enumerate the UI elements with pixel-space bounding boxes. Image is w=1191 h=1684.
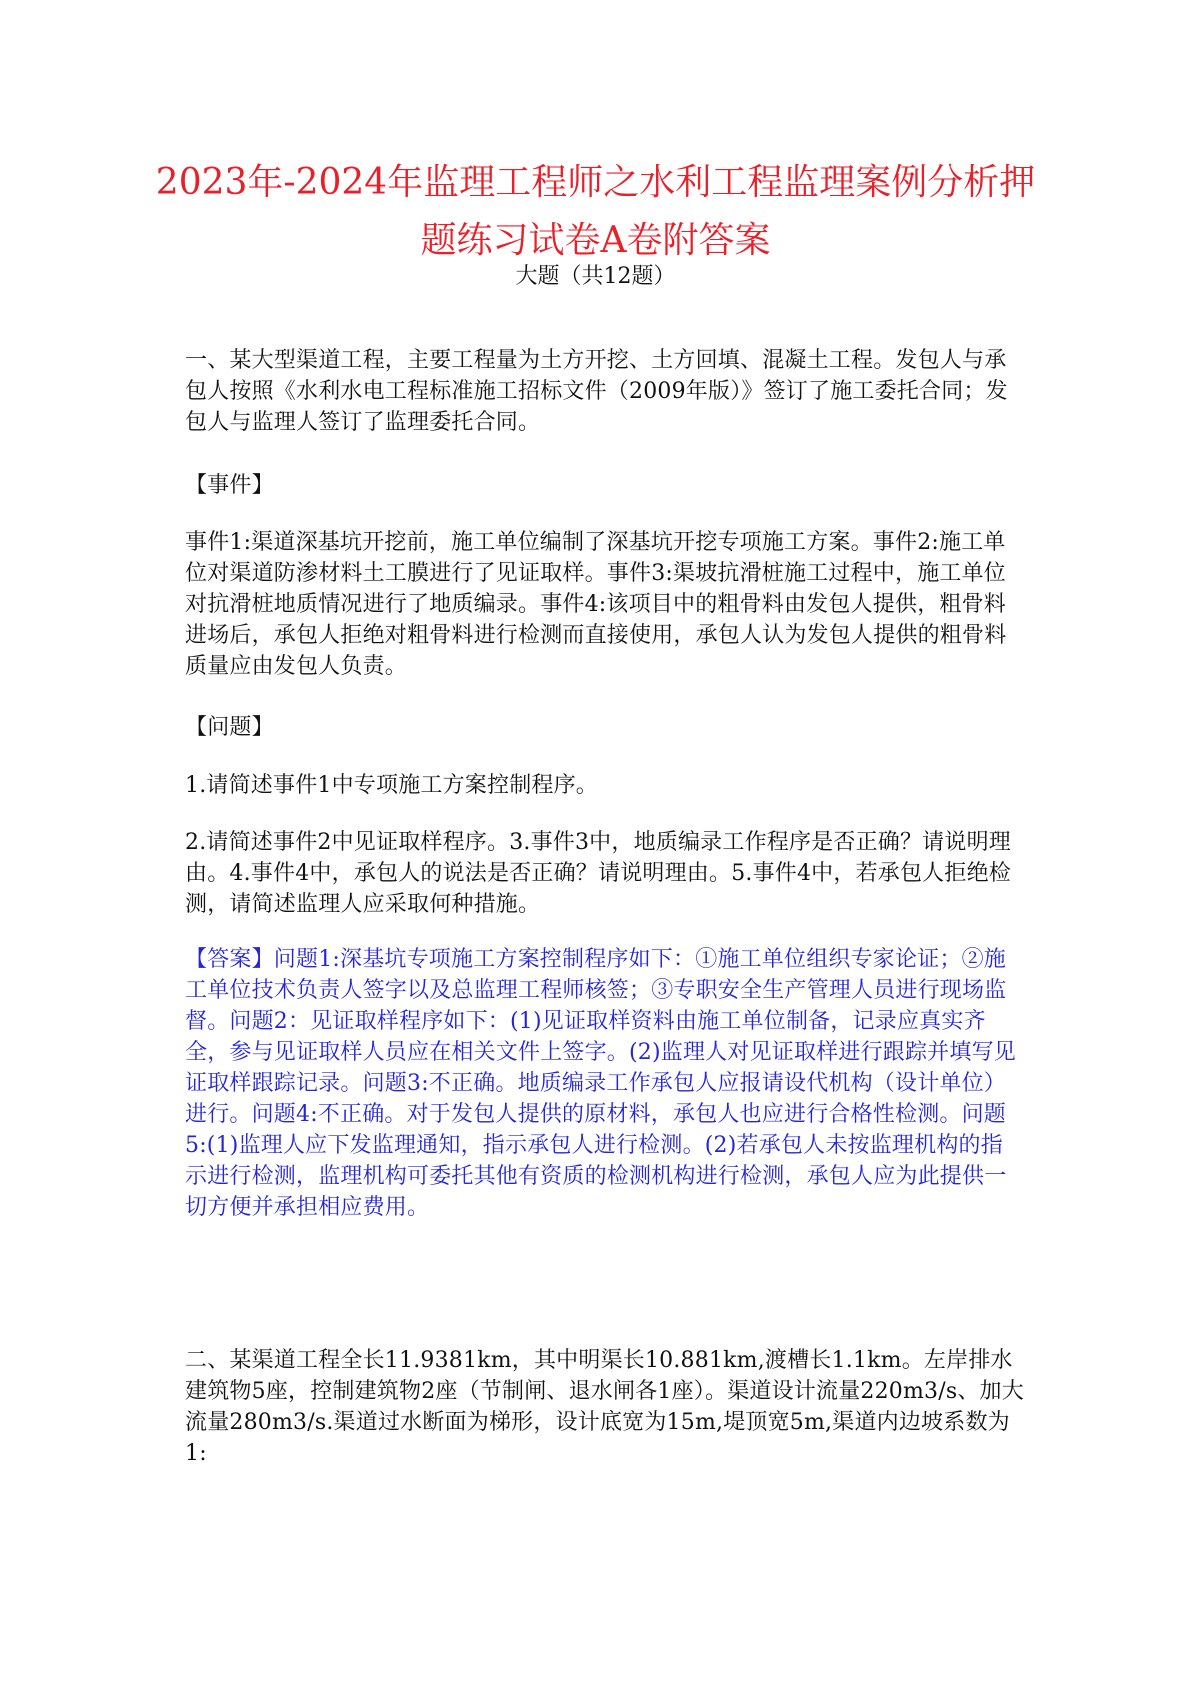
event-heading: 【事件】 bbox=[185, 473, 274, 498]
question-items-2-to-5: 2.请简述事件2中见证取样程序。3.事件3中，地质编录工作程序是否正确？请说明理由。4.事件4中，承包人的说法是否正确？请说明理由。5.事件4中，若承包人拒绝检测，请简述监理人应采取何种措施。 bbox=[185, 830, 1011, 917]
event-list: 事件1:渠道深基坑开挖前，施工单位编制了深基坑开挖专项施工方案。事件2:施工单位对渠道防渗材料土工膜进行了见证取样。事件3:渠坡抗滑桩施工过程中，施工单位对抗滑桩地质情况进行了地质编录。事件4:该项目中的粗骨料由发包人提供，粗骨料进场后，承包人拒绝对粗骨料进行检测而直接使用，承包人认为发包人提供的粗骨料质量应由发包人负责。 bbox=[185, 530, 1007, 679]
section-heading: 大题（共12题） bbox=[515, 264, 676, 289]
question-item-1: 1.请简述事件1中专项施工方案控制程序。 bbox=[185, 773, 598, 798]
question-2-intro: 二、某渠道工程全长11.9381km，其中明渠长10.881km,渡槽长1.1km。左岸排水建筑物5座，控制建筑物2座（节制闸、退水闸各1座）。渠道设计流量220m3/s、加大流量280m3/s.渠道过水断面为梯形，设计底宽为15m,堤顶宽5m,渠道内边坡系数为1: bbox=[185, 1348, 1024, 1466]
question-heading: 【问题】 bbox=[185, 715, 274, 740]
document-title: 2023年-2024年监理工程师之水利工程监理案例分析押题练习试卷A卷附答案 bbox=[155, 162, 1036, 262]
answer-block: 【答案】问题1:深基坑专项施工方案控制程序如下：①施工单位组织专家论证；②施工单位技术负责人签字以及总监理工程师核签；③专职安全生产管理人员进行现场监督。问题2：见证取样程序如下：(1)见证取样资料由施工单位制备，记录应真实齐全，参与见证取样人员应在相关文件上签字。(2)监理人对见证取样进行跟踪并填写见证取样跟踪记录。问题3:不正确。地质编录工作承包人应报请设代机构（设计单位）进行。问题4:不正确。对于发包人提供的原材料，承包人也应进行合格性检测。问题5:(1)监理人应下发监理通知，指示承包人进行检测。(2)若承包人未按监理机构的指示进行检测，监理机构可委托其他有资质的检测机构进行检测，承包人应为此提供一切方便并承担相应费用。 bbox=[185, 947, 1016, 1220]
question-1-intro: 一、某大型渠道工程，主要工程量为土方开挖、土方回填、混凝土工程。发包人与承包人按照《水利水电工程标准施工招标文件（2009年版）》签订了施工委托合同；发包人与监理人签订了监理委托合同。 bbox=[185, 348, 1008, 435]
